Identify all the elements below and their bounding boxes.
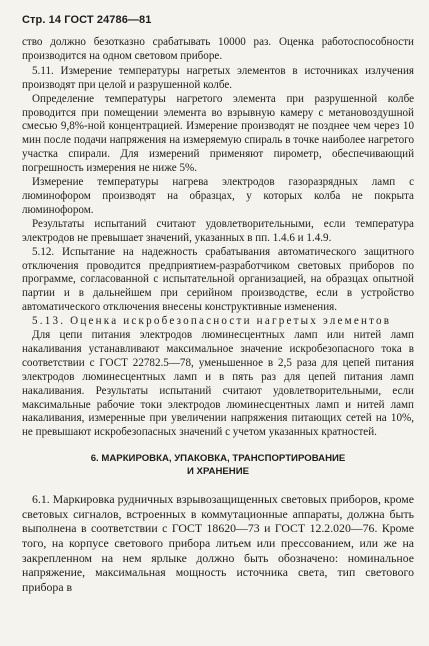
section-title: [22, 452, 414, 478]
paragraph: 6.1. Маркировка рудничных взрывозащищенных световых приборов, кроме световых сигналов, встроенных в коммутационные аппараты, должна быть выполнена в соответствии с ГОСТ 18620—73 и ГОСТ 12.2.020—76. Кроме того, на корпусе светового прибора литьем или прессованием, или же на закрепленном на нем ярлыке должно быть обозначено: номинальное напряжение, максимальная мощность источника света, тип светового прибора в: [22, 492, 414, 594]
paragraph: Определение температуры нагретого элемента при разрушенной колбе проводится при помещении элемента во взрывную камеру с метановоздушной смесью 9,8%-ной концентрацией. Измерение производят не позднее чем через 10 мин после подачи напряжения на измеряемую спираль в точке наиболее нагретого участка спирали. Для измерений применяют пирометр, обеспечивающий погрешность измерения не ниже 5%.: [22, 92, 414, 175]
paragraph: 5.11. Измерение температуры нагретых элементов в источниках излучения производят при целой и разрушенной колбе.: [22, 64, 414, 91]
paragraph: Измерение температуры нагрева электродов газоразрядных ламп с люминофором производят на образцах, у которых колба не покрыта люминофором.: [22, 176, 414, 216]
paragraph: Результаты испытаний считают удовлетворительными, если температура электродов не превышает значений, указанных в пп. 1.4.6 и 1.4.9.: [22, 217, 414, 244]
section-title-line: 6. МАРКИРОВКА, УПАКОВКА, ТРАНСПОРТИРОВАНИЕ: [90, 453, 346, 465]
page-header: Стр. 14 ГОСТ 24786—81: [22, 14, 152, 26]
paragraph: ство должно безотказно срабатывать 10000 раз. Оценка работоспособности производится на одном световом приборе.: [22, 36, 414, 62]
section-title-line: И ХРАНЕНИЕ: [187, 466, 249, 478]
document-body: [22, 36, 414, 594]
paragraph-heading: 5.13. Оценка искробезопасности нагретых элементов: [32, 315, 392, 328]
paragraph: 5.12. Испытание на надежность срабатывания автоматического защитного отключения проводится предприятием-разработчиком световых приборов по программе, согласованной с испытательной организацией, на образцах опытной партии и в дальнейшем при серийном производстве, если в устройство автоматического отключения внесены конструктивные изменения.: [22, 245, 414, 314]
paragraph: Для цепи питания электродов люминесцентных ламп или нитей ламп накаливания устанавливают максимальное значение искробезопасного тока в соответствии с ГОСТ 22782.5—78, уменьшенное в 2,5 раза для цепей питания электродов люминесцентных ламп и в пять раз для цепей питания ламп накаливания. Результаты испытаний считают удовлетворительными, если максимальные рабочие токи электродов люминесцентных ламп и нитей ламп накаливания, измеренные при увеличении напряжения питающих сетей на 10%, не превышают искробезопасных значений с учетом указанных кратностей.: [22, 329, 414, 439]
